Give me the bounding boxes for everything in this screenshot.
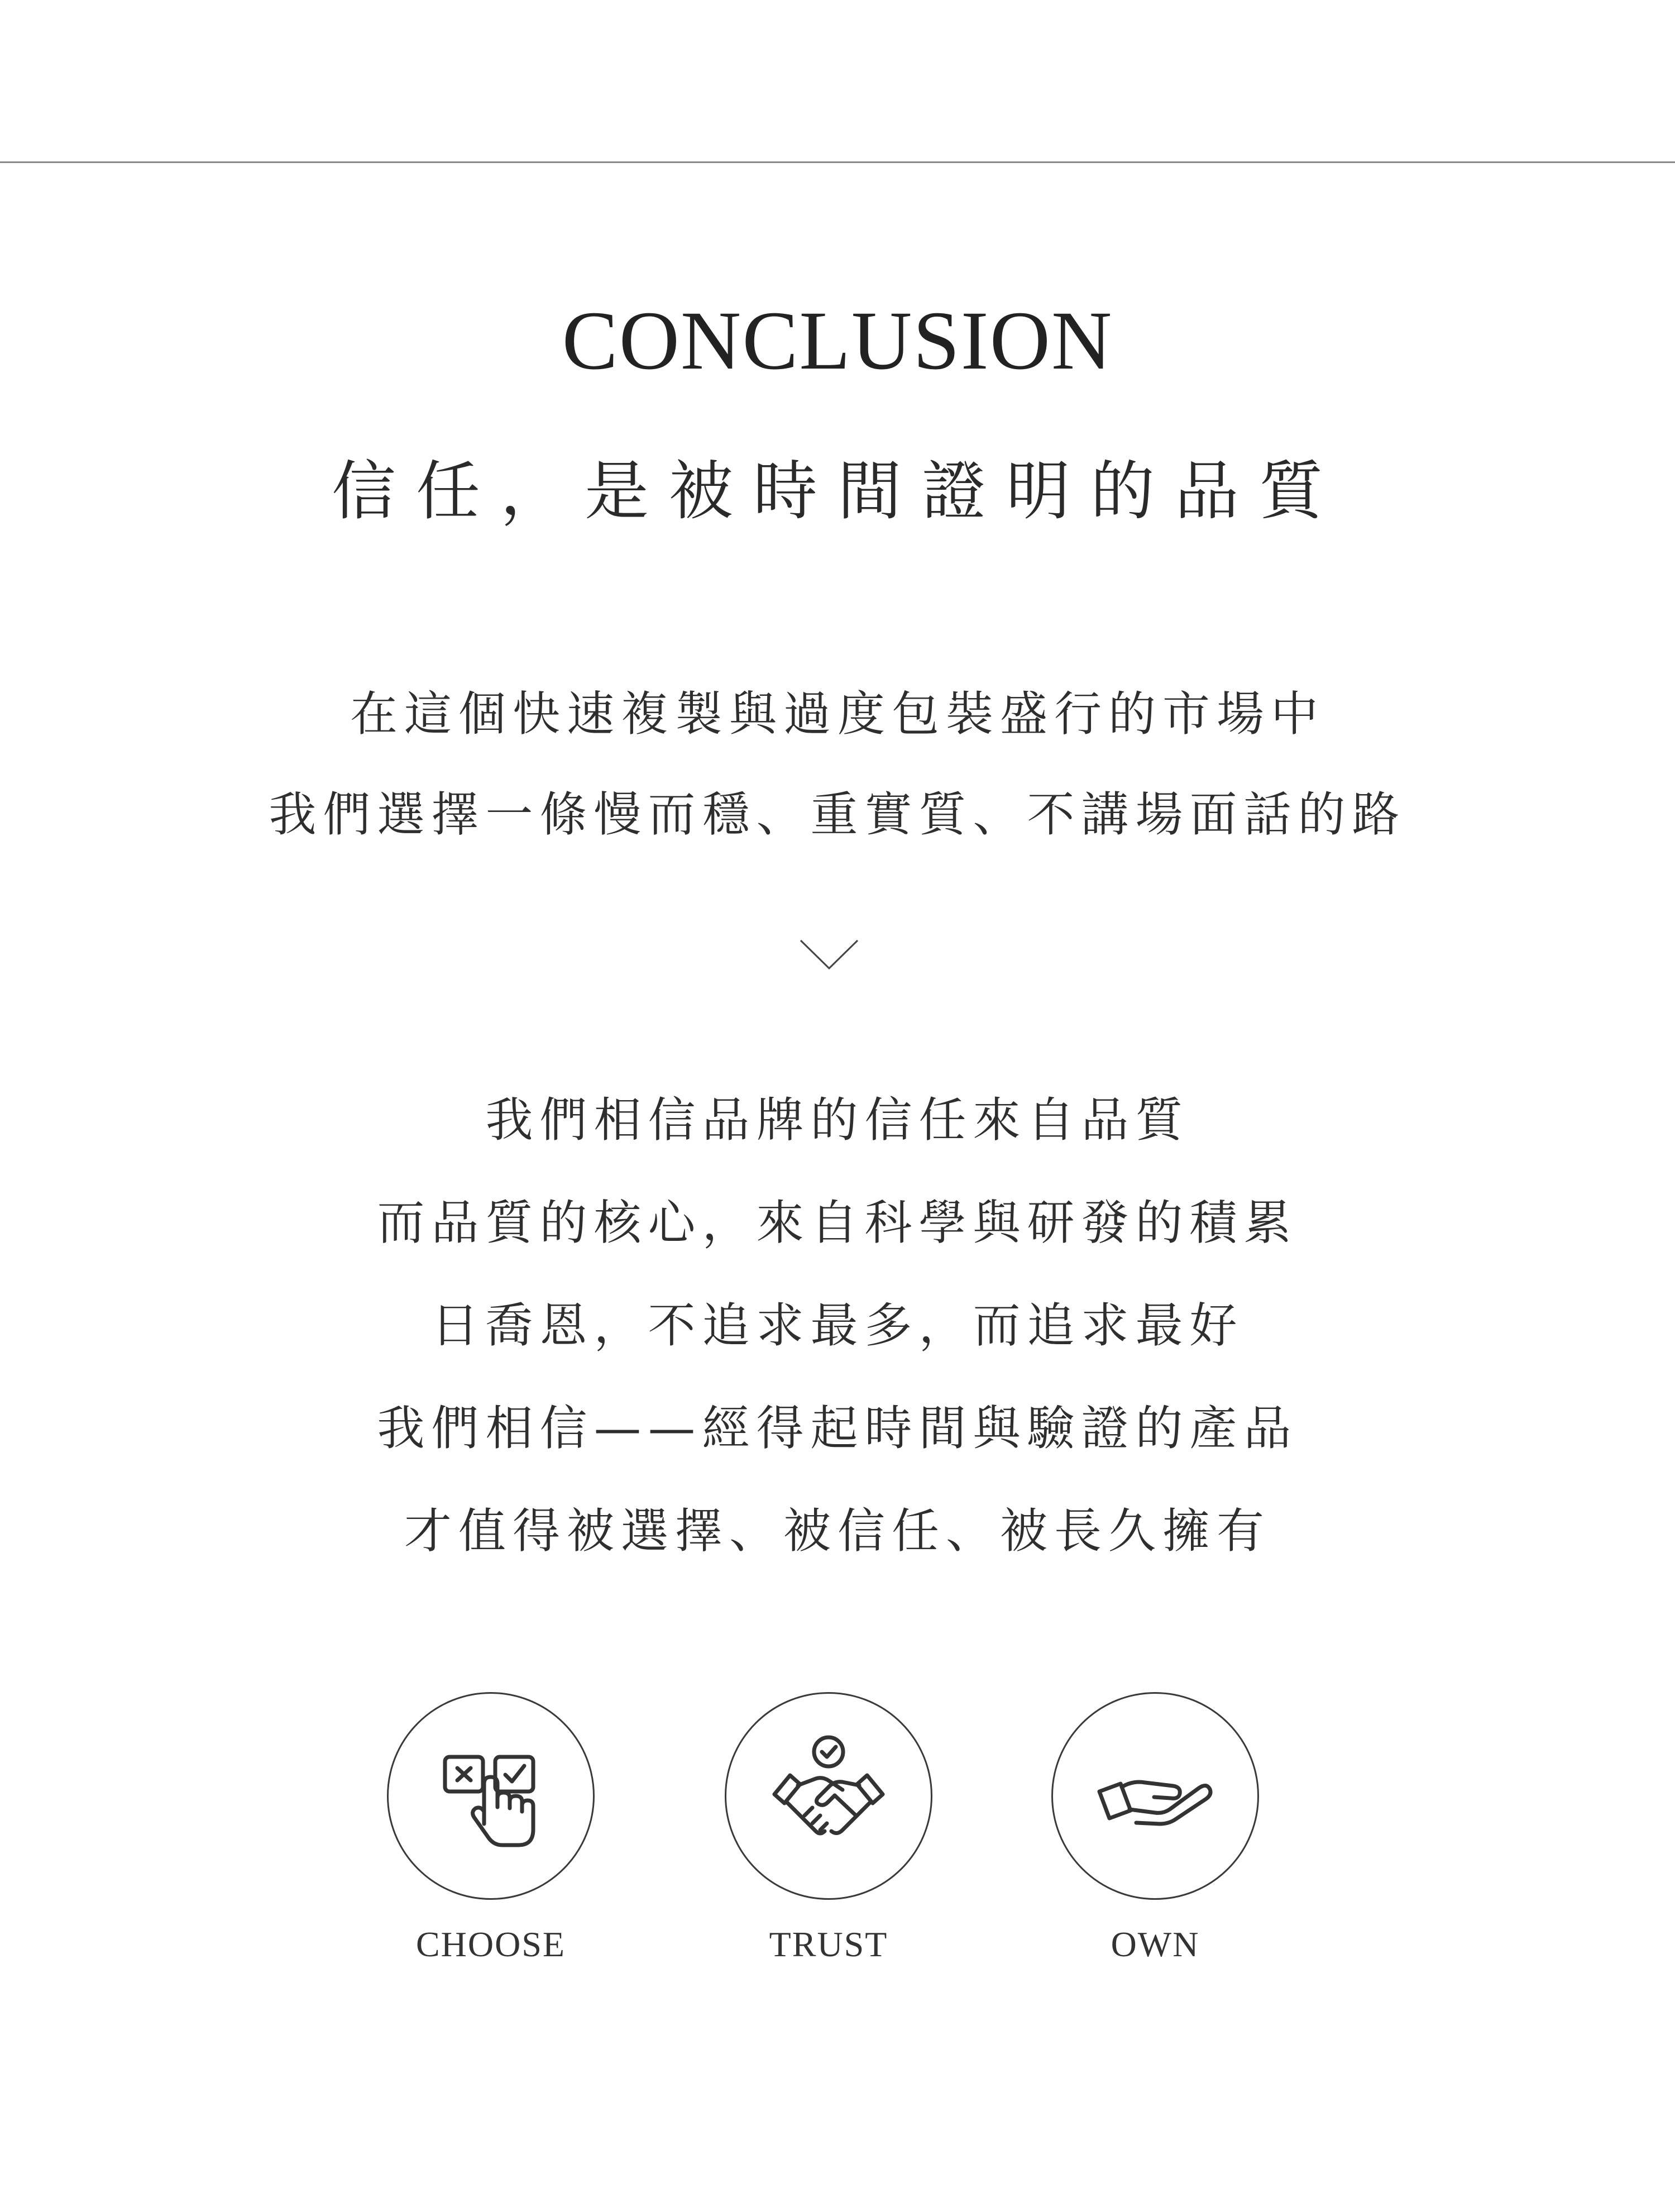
open-hand-icon (1094, 1751, 1217, 1841)
value-choose-circle (387, 1692, 595, 1900)
value-own-label: OWN (1111, 1924, 1200, 1964)
belief-paragraph (0, 1069, 1675, 1583)
value-choose-label: CHOOSE (415, 1924, 566, 1964)
intro-paragraph (0, 665, 1675, 866)
intro-line: 在這個快速複製與過度包裝盛行的市場中 (350, 687, 1325, 742)
belief-line: 我們相信——經得起時間與驗證的產品 (377, 1401, 1298, 1456)
value-own-circle (1051, 1692, 1259, 1900)
handshake-icon (764, 1732, 893, 1860)
chevron-down-icon (798, 938, 860, 972)
value-choose (387, 1692, 599, 1964)
belief-line: 日喬恩，不追求最多，而追求最好 (431, 1298, 1244, 1354)
section-title-en: CONCLUSION (562, 294, 1113, 387)
belief-line: 而品質的核心，來自科學與研發的積累 (377, 1196, 1298, 1251)
value-trust (725, 1692, 937, 1964)
belief-line: 才值得被選擇、被信任、被長久擁有 (404, 1504, 1271, 1559)
hand-pointer-checkbox-icon (435, 1740, 547, 1852)
top-divider-line (0, 161, 1675, 163)
intro-line: 我們選擇一條慢而穩、重實質、不講場面話的路 (269, 787, 1406, 843)
value-trust-label: TRUST (769, 1924, 888, 1964)
value-trust-circle (725, 1692, 932, 1900)
belief-line: 我們相信品牌的信任來自品質 (485, 1093, 1190, 1148)
section-title-zh: 信任，是被時間證明的品質 (331, 454, 1343, 529)
value-own (1051, 1692, 1264, 1964)
